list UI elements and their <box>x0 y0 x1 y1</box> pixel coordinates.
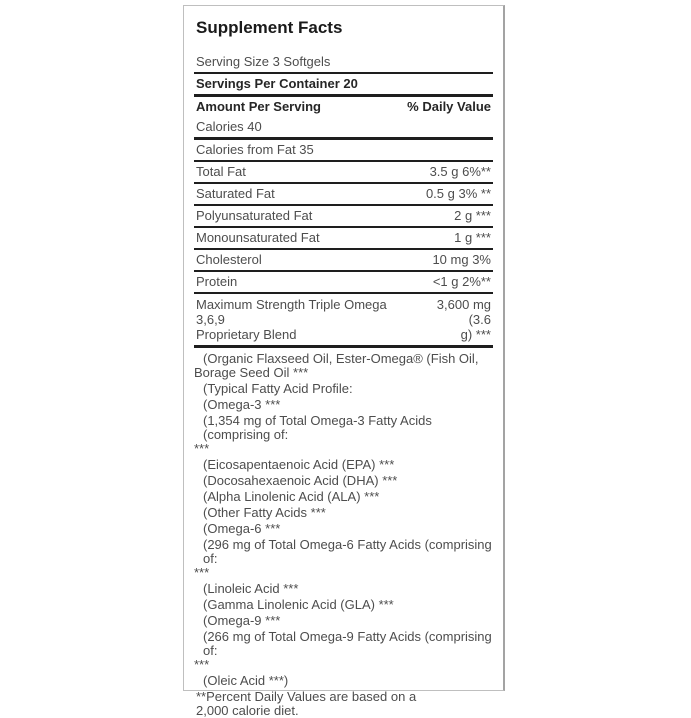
blend-name-line1: Maximum Strength Triple Omega 3,6,9 <box>196 297 387 327</box>
ingredient-text-cont: *** <box>194 441 210 456</box>
ingredient-text-cont: *** <box>194 657 210 672</box>
nutrient-row-total-fat <box>194 162 493 182</box>
ingredient-line-omega-6-total <box>194 538 493 580</box>
nutrient-value: 3.5 g 6%** <box>429 164 491 179</box>
servings-per-container-row <box>194 74 493 94</box>
ingredient-text: (Omega-3 *** <box>203 397 281 412</box>
ingredient-text: (Linoleic Acid *** <box>203 581 299 596</box>
serving-size-text: Serving Size 3 Softgels <box>196 54 331 69</box>
nutrient-row-polyunsaturated-fat <box>194 206 493 226</box>
nutrient-name: Monounsaturated Fat <box>196 230 320 245</box>
amount-per-serving-label: Amount Per Serving <box>196 99 321 114</box>
column-header-row <box>194 97 493 117</box>
nutrient-row-saturated-fat <box>194 184 493 204</box>
ingredient-line-gla <box>194 598 493 612</box>
blend-value-line1: 3,600 mg (3.6 <box>436 297 491 327</box>
ingredient-line-omega-3 <box>194 398 493 412</box>
footnote-line1: **Percent Daily Values are based on a <box>196 689 417 704</box>
serving-size-row <box>194 52 493 72</box>
ingredient-text-cont: *** <box>194 565 210 580</box>
ingredient-text: (Other Fatty Acids *** <box>203 505 326 520</box>
panel-title: Supplement Facts <box>196 18 343 37</box>
ingredient-line-oleic <box>194 674 493 688</box>
daily-value-label: % Daily Value <box>407 99 491 114</box>
footnote-line2: 2,000 calorie diet. <box>196 703 299 718</box>
ingredient-line-linoleic <box>194 582 493 596</box>
nutrient-name: Cholesterol <box>196 252 262 267</box>
ingredient-text: (296 mg of Total Omega-6 Fatty Acids (comprising of: <box>203 537 492 566</box>
ingredient-line-dha <box>194 474 493 488</box>
ingredient-line-typical-profile <box>194 382 493 396</box>
blend-name <box>196 297 413 342</box>
blend-value <box>413 297 491 342</box>
proprietary-blend-row <box>194 294 493 345</box>
blend-value-line2: g) *** <box>460 327 491 342</box>
divider <box>194 345 493 348</box>
calories-row <box>194 117 493 137</box>
ingredient-line-omega-9-total <box>194 630 493 672</box>
ingredient-text: (Omega-6 *** <box>203 521 281 536</box>
nutrient-value: 1 g *** <box>454 230 491 245</box>
ingredient-text: (Typical Fatty Acid Profile: <box>203 381 353 396</box>
nutrient-row-cholesterol <box>194 250 493 270</box>
ingredient-text-cont: Borage Seed Oil *** <box>194 365 309 380</box>
nutrient-row-protein <box>194 272 493 292</box>
ingredient-text: (1,354 mg of Total Omega-3 Fatty Acids (comprising of: <box>203 413 432 442</box>
ingredient-line-omega-6 <box>194 522 493 536</box>
calories-text: Calories 40 <box>196 119 262 134</box>
nutrient-name: Protein <box>196 274 238 289</box>
servings-per-container-text: Servings Per Container 20 <box>196 76 358 91</box>
ingredient-text: (Organic Flaxseed Oil, Ester-Omega® (Fish Oil, <box>203 351 479 366</box>
ingredient-line-epa <box>194 458 493 472</box>
ingredient-breakdown-section <box>194 352 493 688</box>
nutrient-value: 10 mg 3% <box>432 252 491 267</box>
nutrient-value: <1 g 2%** <box>432 274 491 289</box>
ingredient-text: (266 mg of Total Omega-9 Fatty Acids (comprising of: <box>203 629 492 658</box>
ingredient-text: (Docosahexaenoic Acid (DHA) *** <box>203 473 398 488</box>
nutrient-name: Saturated Fat <box>196 186 275 201</box>
nutrient-value: 0.5 g 3% ** <box>425 186 491 201</box>
nutrient-name: Total Fat <box>196 164 246 179</box>
daily-value-footnote <box>194 690 493 718</box>
ingredient-text: (Alpha Linolenic Acid (ALA) *** <box>203 489 380 504</box>
calories-from-fat-row <box>194 140 493 160</box>
ingredient-line-ala <box>194 490 493 504</box>
ingredient-line-organic-flaxseed <box>194 352 493 380</box>
ingredient-text: (Gamma Linolenic Acid (GLA) *** <box>203 597 394 612</box>
ingredient-text: (Oleic Acid ***) <box>203 673 289 688</box>
ingredient-line-omega-9 <box>194 614 493 628</box>
ingredient-text: (Omega-9 *** <box>203 613 281 628</box>
nutrient-value: 2 g *** <box>454 208 491 223</box>
calories-from-fat-text: Calories from Fat 35 <box>196 142 314 157</box>
nutrient-row-monounsaturated-fat <box>194 228 493 248</box>
supplement-facts-panel <box>183 5 505 718</box>
ingredient-line-other-fatty-acids <box>194 506 493 520</box>
blend-name-line2: Proprietary Blend <box>196 327 297 342</box>
ingredient-text: (Eicosapentaenoic Acid (EPA) *** <box>203 457 395 472</box>
nutrient-name: Polyunsaturated Fat <box>196 208 313 223</box>
ingredient-line-omega-3-total <box>194 414 493 456</box>
